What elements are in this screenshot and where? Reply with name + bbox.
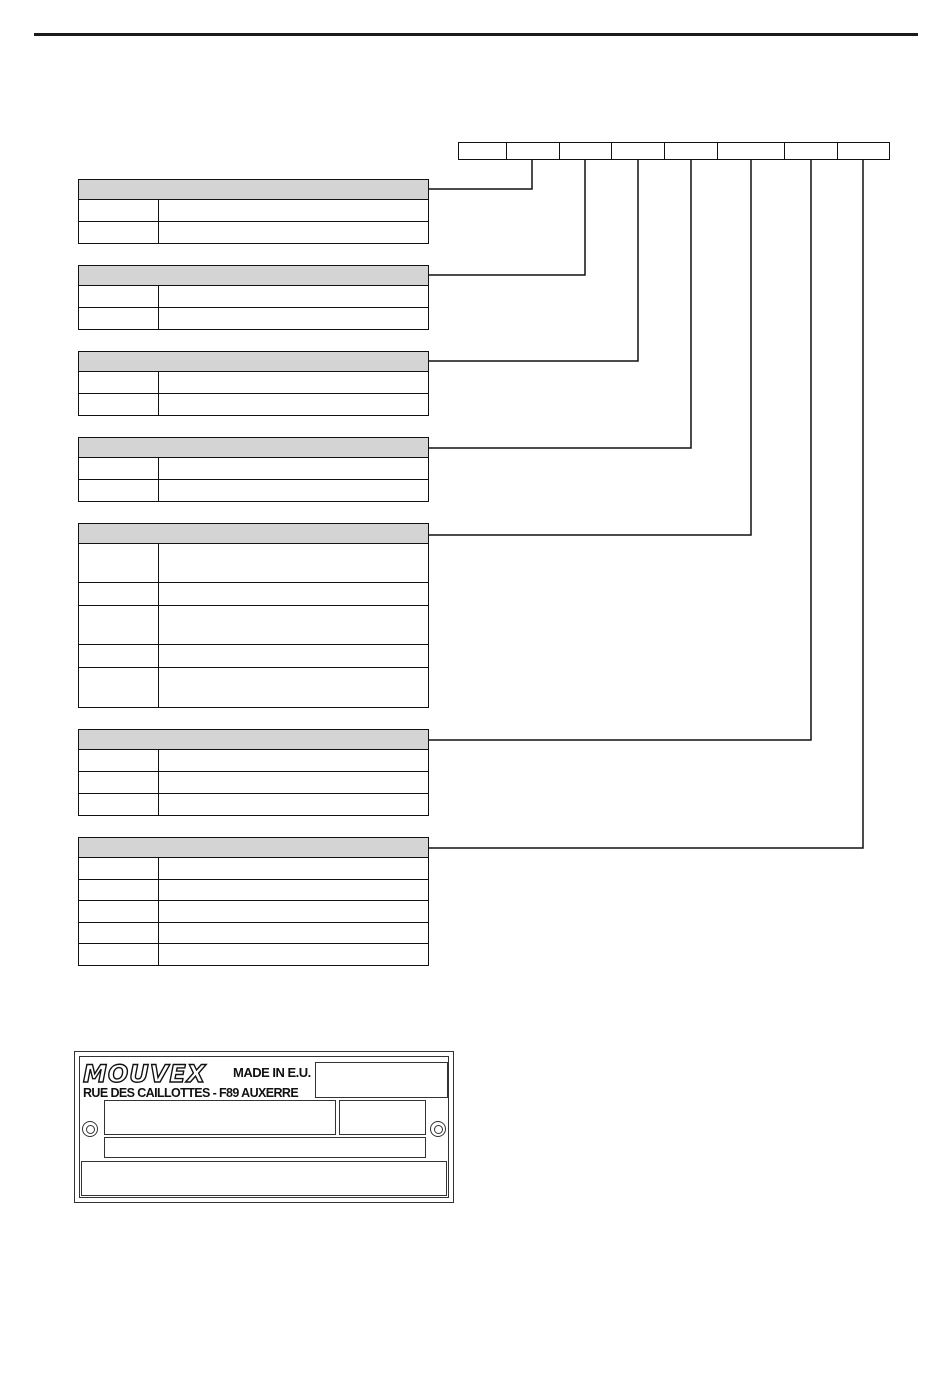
table-row [79,858,428,880]
table-row [79,750,428,772]
table-header [79,180,428,200]
table-row [79,372,428,394]
table-row [79,606,428,645]
table-row [79,645,428,668]
made-in-label: MADE IN E.U. [233,1065,311,1080]
table-row [79,944,428,965]
table-4 [78,437,429,502]
table-row [79,772,428,794]
table-header [79,438,428,458]
top-rule [34,33,918,36]
table-row [79,308,428,329]
table-3 [78,351,429,416]
table-5 [78,523,429,708]
code-box-5 [664,142,718,160]
table-row [79,794,428,815]
mounting-hole-left-icon [82,1121,98,1137]
table-row [79,923,428,944]
table-row [79,458,428,480]
mounting-hole-right-icon [430,1121,446,1137]
table-2 [78,265,429,330]
address-label: RUE DES CAILLOTTES - F89 AUXERRE [83,1086,299,1100]
table-7 [78,837,429,966]
code-box-4 [611,142,665,160]
table-row [79,222,428,243]
table-row [79,286,428,308]
table-row [79,480,428,501]
table-header [79,524,428,544]
code-box-6 [717,142,785,160]
connector-7 [429,160,863,848]
table-row [79,901,428,923]
code-box-3 [559,142,612,160]
plate-field-bottom [81,1161,447,1196]
table-header [79,352,428,372]
table-row [79,544,428,583]
plate-field-top-right [315,1062,448,1098]
table-row [79,880,428,901]
code-box-8 [837,142,890,160]
connector-4 [429,160,691,448]
table-row [79,668,428,707]
table-1 [78,179,429,244]
table-header [79,838,428,858]
nameplate [74,1051,454,1203]
connector-1 [429,160,532,189]
plate-field-serial [104,1100,336,1135]
connector-2 [429,160,585,275]
connector-3 [429,160,638,361]
plate-field-middle [104,1137,426,1158]
table-row [79,583,428,606]
plate-field-year [339,1100,426,1135]
table-row [79,200,428,222]
table-row [79,394,428,415]
code-box-7 [784,142,838,160]
connector-6 [429,160,811,740]
code-box-1 [458,142,507,160]
table-header [79,266,428,286]
table-header [79,730,428,750]
table-6 [78,729,429,816]
brand-logo: MOUVEX [83,1060,207,1088]
code-box-2 [506,142,560,160]
connector-5 [429,160,751,535]
